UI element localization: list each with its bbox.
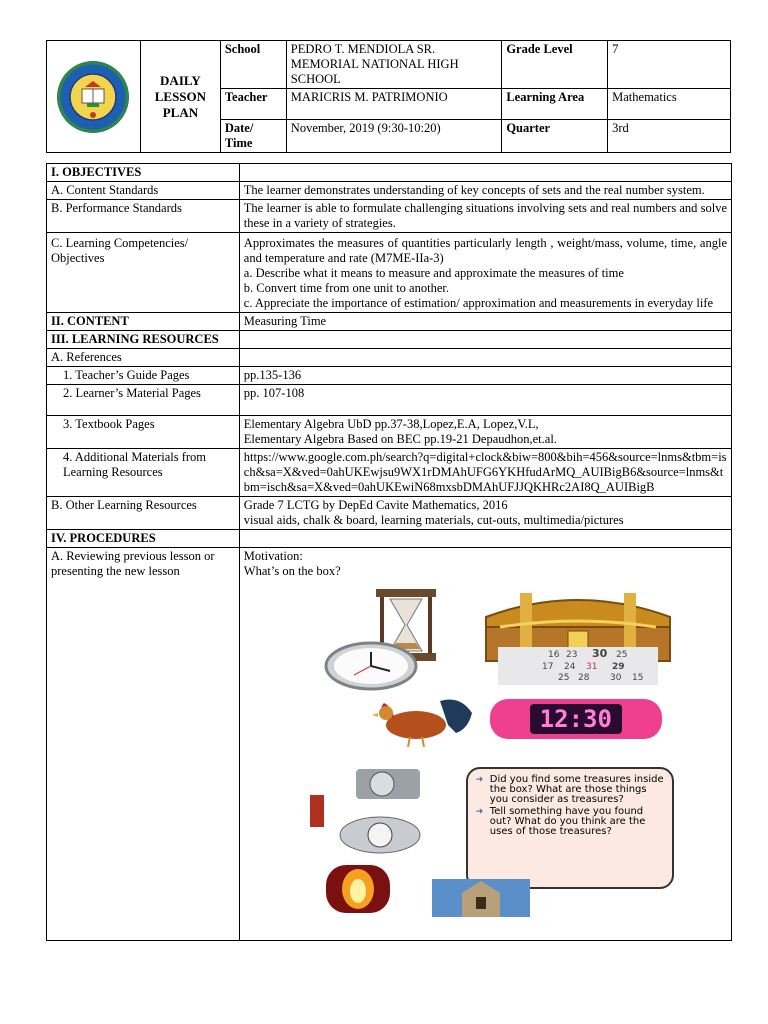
school-seal-icon	[55, 59, 131, 135]
competency-item: c. Appreciate the importance of estimation/ approximation and measurements in everyday life	[243, 296, 714, 310]
header-table	[46, 40, 731, 153]
school-label: School	[220, 41, 286, 89]
content-value: Measuring Time	[239, 313, 731, 331]
svg-text:25: 25	[615, 650, 628, 660]
learning-area-value: Mathematics	[608, 89, 731, 120]
grade-level-value: 7	[608, 41, 731, 89]
wristwatch-icon	[310, 769, 430, 861]
teachers-guide-value: pp.135-136	[239, 367, 731, 385]
bubble-question: ➜ Did you find some treasures inside the box? What are those things you consider as treasures?	[478, 775, 666, 805]
teacher-label: Teacher	[220, 89, 286, 120]
svg-text:16: 16	[547, 650, 560, 660]
objectives-heading-empty	[239, 164, 731, 182]
textbook-line: Elementary Algebra UbD pp.37-38,Lopez,E.A, Lopez,V.L,	[243, 417, 539, 431]
reviewing-lesson-label: A. Reviewing previous lesson or presenting the new lesson	[47, 548, 240, 941]
other-resources-value	[239, 497, 731, 530]
digital-clock	[490, 699, 662, 739]
other-resources-line: Grade 7 LCTG by DepEd Cavite Mathematics, 2016	[243, 498, 508, 512]
objectives-heading: I. OBJECTIVES	[47, 164, 240, 182]
svg-text:28: 28	[577, 673, 590, 683]
date-time-label: Date/ Time	[220, 120, 286, 153]
content-standards-label: A. Content Standards	[47, 182, 240, 200]
textbook-value	[239, 416, 731, 449]
learners-material-label: 2. Learner’s Material Pages	[47, 385, 240, 416]
question-bubble	[466, 767, 674, 889]
other-resources-label: B. Other Learning Resources	[47, 497, 240, 530]
svg-text:30: 30	[591, 647, 608, 660]
performance-standards-value: The learner is able to formulate challenging situations involving sets and real numbers and solve these in a variety of strategies.	[239, 200, 731, 233]
competencies-label: C. Learning Competencies/ Objectives	[47, 233, 240, 313]
grade-level-label: Grade Level	[502, 41, 608, 89]
treasure-pictures	[244, 579, 727, 939]
date-time-value: November, 2019 (9:30-10:20)	[286, 120, 502, 153]
oil-lamp-icon	[310, 861, 406, 917]
bell-tower-icon	[432, 879, 530, 917]
learning-resources-empty	[239, 331, 731, 349]
teachers-guide-label: 1. Teacher’s Guide Pages	[47, 367, 240, 385]
competency-item: b. Convert time from one unit to another.	[243, 281, 449, 295]
procedures-heading-empty	[239, 530, 731, 548]
svg-text:29: 29	[611, 662, 625, 672]
competency-intro: Approximates the measures of quantities particularly length , weight/mass, volume, time, angle and temperature and rate (M7ME-IIa-3)	[243, 236, 727, 265]
textbook-line: Elementary Algebra Based on BEC pp.19-21 Depaudhon,et.al.	[243, 432, 557, 446]
svg-text:30: 30	[609, 673, 622, 683]
school-value: PEDRO T. MENDIOLA SR. MEMORIAL NATIONAL HIGH SCHOOL	[286, 41, 502, 89]
wall-clock-icon	[324, 641, 418, 691]
svg-text:31: 31	[585, 662, 598, 672]
teacher-value: MARICRIS M. PATRIMONIO	[286, 89, 502, 120]
quarter-label: Quarter	[502, 120, 608, 153]
digital-clock-display: 12:30	[530, 704, 622, 734]
lesson-plan-table	[46, 163, 732, 941]
svg-text:17: 17	[541, 662, 554, 672]
references-empty	[239, 349, 731, 367]
plan-title: DAILY LESSON PLAN	[140, 41, 220, 153]
learning-resources-heading: III. LEARNING RESOURCES	[47, 331, 240, 349]
competency-item: a. Describe what it means to measure and approximate the measures of time	[243, 266, 624, 280]
calendar-icon	[498, 647, 658, 685]
references-label: A. References	[47, 349, 240, 367]
svg-text:15: 15	[631, 673, 644, 683]
learning-area-label: Learning Area	[502, 89, 608, 120]
quarter-value: 3rd	[608, 120, 731, 153]
rooster-icon	[364, 695, 476, 749]
procedures-heading: IV. PROCEDURES	[47, 530, 240, 548]
bubble-question: ➜ Tell something have you found out? What do you think are the uses of those treasures?	[478, 807, 666, 837]
content-heading: II. CONTENT	[47, 313, 240, 331]
content-standards-value: The learner demonstrates understanding of key concepts of sets and the real number system.	[239, 182, 731, 200]
learners-material-value: pp. 107-108	[239, 385, 731, 416]
other-resources-line: visual aids, chalk & board, learning materials, cut-outs, multimedia/pictures	[243, 513, 624, 527]
svg-text:25: 25	[557, 673, 570, 683]
motivation-label: Motivation:	[243, 549, 303, 563]
reviewing-lesson-content	[239, 548, 731, 941]
competencies-value	[239, 233, 731, 313]
additional-materials-url[interactable]: https://www.google.com.ph/search?q=digital+clock&biw=800&bih=456&source=lnms&tbm=isch&sa=X&ved=0ahUKEwjsu9WX1rDMAhUFG6YKHfudArMQ_AUIBigB6&source=lnms&tbm=isch&sa=X&ved=0ahUKEwiN68mxsbDMAhUFJJQKHRc2AI8Q_AUIBigB	[239, 449, 731, 497]
svg-text:24: 24	[563, 662, 576, 672]
textbook-label: 3. Textbook Pages	[47, 416, 240, 449]
motivation-question: What’s on the box?	[243, 564, 341, 578]
additional-materials-label: 4. Additional Materials from Learning Resources	[47, 449, 240, 497]
school-logo	[47, 41, 141, 153]
svg-text:23: 23	[565, 650, 578, 660]
performance-standards-label: B. Performance Standards	[47, 200, 240, 233]
